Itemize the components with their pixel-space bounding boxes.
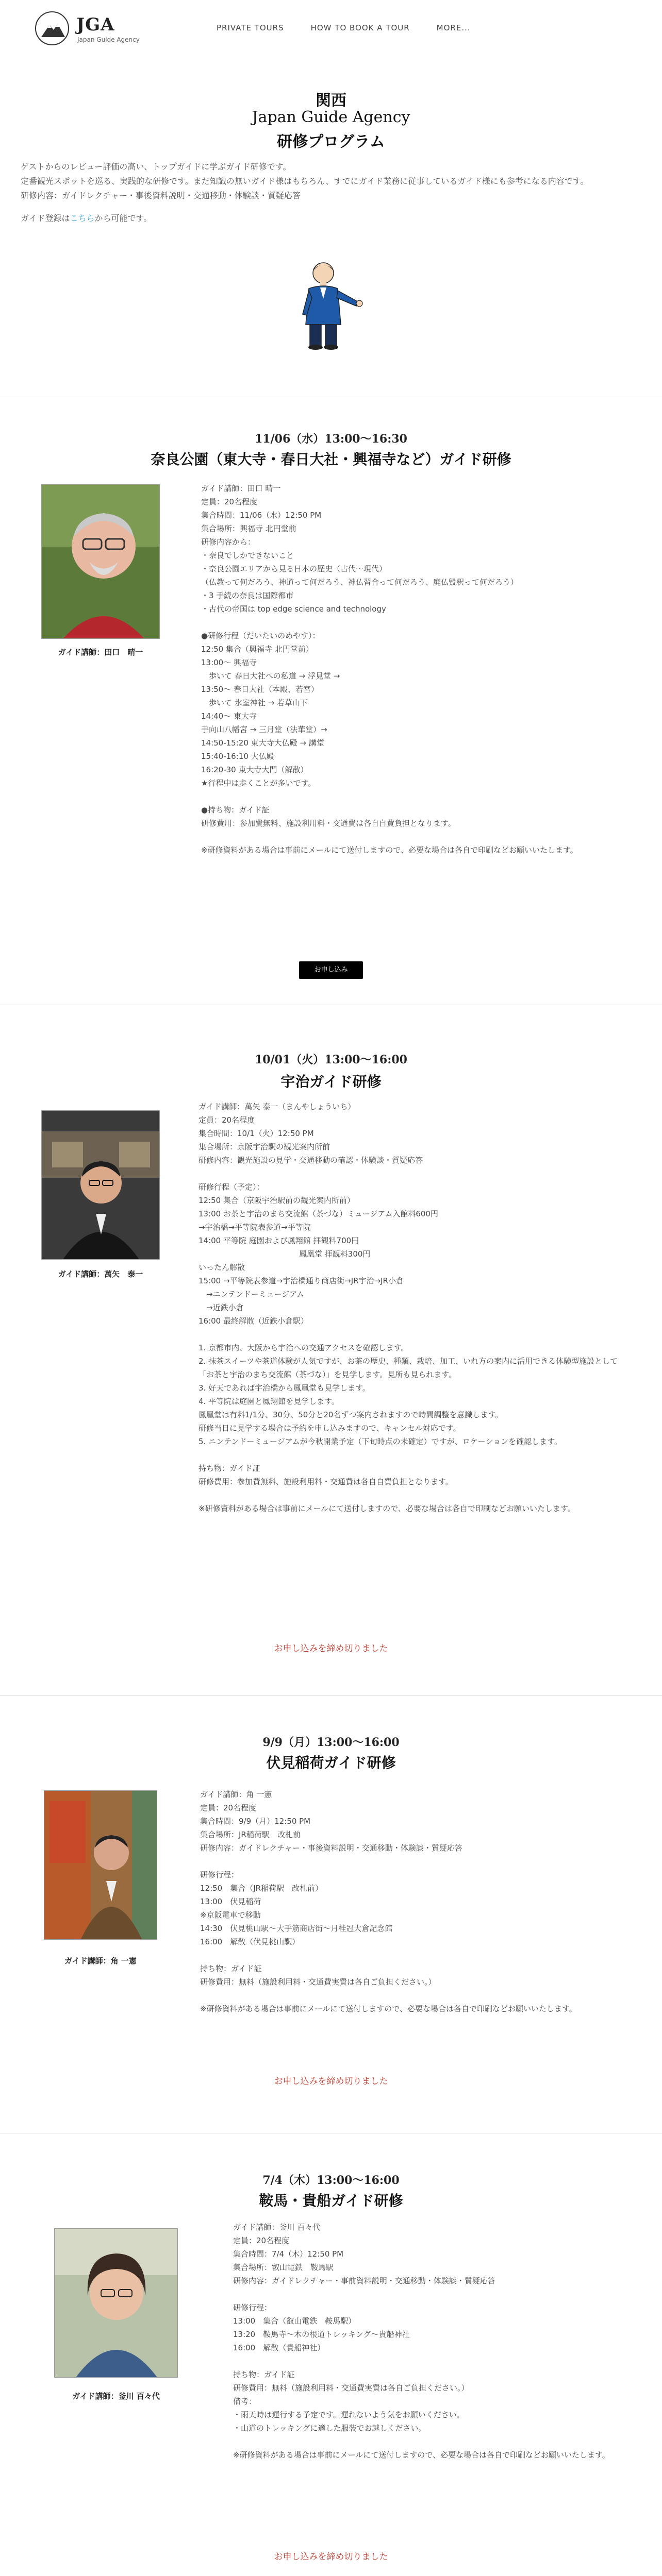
tour-1-guide-photo: [41, 484, 160, 639]
logo-text: JGA: [76, 14, 115, 35]
tour-4-guide-caption: ガイド講師：釜川 百々代: [72, 2392, 160, 2401]
tour-1-date: 11/06（水）13:00〜16:30: [255, 432, 407, 446]
logo-subtitle: Japan Guide Agency: [77, 36, 140, 43]
tour-2-closed-notice: お申し込みを締め切りました: [274, 1643, 388, 1654]
registration-link[interactable]: こちら: [70, 213, 95, 223]
nav-more[interactable]: MORE...: [436, 23, 471, 32]
tour-3-guide-caption: ガイド講師：角 一憲: [64, 1956, 137, 1965]
tour-3-guide-photo: [44, 1790, 157, 1940]
tour-1-apply-button[interactable]: お申し込み: [299, 961, 363, 979]
tour-1-guide-caption: ガイド講師：田口 晴一: [58, 648, 143, 657]
tour-1-title: 奈良公園（東大寺・春日大社・興福寺など）ガイド研修: [151, 451, 511, 468]
logo-mountain-icon: [35, 11, 69, 45]
nav-private-tours[interactable]: PRIVATE TOURS: [217, 23, 284, 32]
tour-4-title: 鞍馬・貴船ガイド研修: [259, 2192, 403, 2209]
nav-how-to-book[interactable]: HOW TO BOOK A TOUR: [310, 23, 410, 32]
tour-4-details: ガイド講師：釜川 百々代 定員：20名程度 集合時間：7/4（木）12:50 PM 集合場所：叡山電鉄 鞍馬駅 研修内容：ガイドレクチャー・事前資料説明・交通移動・体験談・質疑応答 研修行程： 13:00 集合（叡山電鉄 鞍馬駅） 13:20 鞍馬寺〜木の根道トレッキング〜貴船神社 16:00 解散（貴船神社） 持ち物：ガイド証 研修費用：無料（施設利用料・交通費実費は各自ご負担ください。） 備考： ・雨天時は遅行する予定です。遅れないよう気をお願いください。 ・山道のトレッキングに適した服装でお越しください。 ※研修資料がある場合は事前にメールにて送付しますので、必要な場合は各自で印刷などお願いいたします。: [233, 2223, 610, 2460]
hero-title-kansai: 関西: [316, 92, 346, 110]
tour-1-details: ガイド講師：田口 晴一 定員：20名程度 集合時間：11/06（水）12:50 PM 集合場所：興福寺 北円堂前 研修内容から： ・奈良でしかできないこと ・奈良公園エリアから見る日本の歴史（古代〜現代） （仏教って何だろう、神道って何だろう、神仏習合って何だろう、廃仏毀釈って何だろう） ・3 手続の奈良は国際都市 ・古代の帝国は top edge science and technology ●研修行程（だいたいのめやす）： 12:50 集合（興福寺 北円堂前） 13:00〜 興福寺 歩いて 春日大社への私道 → 浮見堂 → 13:50〜 春日大社（本殿、若宮） 歩いて 氷室神社 → 若草山下 14:40〜 東大寺 手向山八幡宮 → 三月堂（法華堂）→ 14:50-15:20 東大寺大仏殿 → 講堂 15:40-16:10 大仏殿 16:20-30 東大寺大門（解散） ★行程中は歩くことが多いです。 ●持ち物：ガイド証 研修費用：参加費無料、施設利用料・交通費は各自自費負担となります。 ※研修資料がある場合は事前にメールにて送付しますので、必要な場合は各自で印刷などお願いいたします。: [201, 484, 578, 855]
hero-title-program: 研修プログラム: [277, 133, 385, 151]
tour-2-date: 10/01（火）13:00〜16:00: [255, 1053, 407, 1066]
tour-3-date: 9/9（月）13:00〜16:00: [262, 1736, 400, 1749]
guide-illustration: [291, 258, 369, 350]
tour-3-closed-notice: お申し込みを締め切りました: [274, 2076, 388, 2087]
intro-line-3: 研修内容：ガイドレクチャー・事後資料説明・交通移動・体験談・質疑応答: [21, 191, 301, 200]
intro-line-1: ゲストからのレビュー評価の高い、トップガイドに学ぶガイド研修です。: [21, 162, 291, 172]
tour-3-title: 伏見稲荷ガイド研修: [266, 1754, 396, 1771]
tour-2-guide-photo: [41, 1110, 160, 1260]
hero-title-agency: Japan Guide Agency: [252, 108, 410, 126]
nav-links: [217, 23, 471, 32]
intro-text: [21, 160, 641, 226]
tour-4-date: 7/4（木）13:00〜16:00: [262, 2174, 400, 2187]
tour-2-guide-caption: ガイド講師：萬矢 泰一: [58, 1269, 143, 1279]
intro-line-4: ガイド登録はこちらから可能です。: [21, 213, 152, 223]
tour-2-title: 宇治ガイド研修: [280, 1073, 382, 1090]
section-divider: [0, 1695, 662, 1696]
tour-4-closed-notice: お申し込みを締め切りました: [274, 2552, 388, 2562]
tour-3-details: ガイド講師：角 一憲 定員：20名程度 集合時間：9/9（月）12:50 PM 集合場所：JR稲荷駅 改札前 研修内容：ガイドレクチャー・事後資料説明・交通移動・体験談・質疑応答 研修行程： 12:50 集合（JR稲荷駅 改札前） 13:00 伏見稲荷 ※京阪電車で移動 14:30 伏見桃山駅〜大手筋商店街〜月桂冠大倉記念館 16:00 解散（伏見桃山駅） 持ち物：ガイド証 研修費用：無料（施設利用料・交通費実費は各自ご負担ください。） ※研修資料がある場合は事前にメールにて送付しますので、必要な場合は各自で印刷などお願いいたします。: [200, 1790, 577, 2013]
logo[interactable]: [35, 11, 159, 47]
tour-2-details: ガイド講師：萬矢 泰一（まんやしょういち） 定員：20名程度 集合時間：10/1（火）12:50 PM 集合場所：京阪宇治駅の観光案内所前 研修内容：観光施設の見学・交通移動の確認・体験談・質疑応答 研修行程（予定）： 12:50 集合（京阪宇治駅前の観光案内所前） 13:00 お茶と宇治のまち交流館（茶づな）ミュージアム入館料600円 →宇治橋→平等院表参道→平等院 14:00 平等院 庭園および鳳翔館 拝観料700円 鳳凰堂 拝観料300円 いったん解散 15:00 →平等院表参道→宇治橋通り商店街→JR宇治→JR小倉 →ニンテンドーミュージアム →近鉄小倉 16:00 最終解散（近鉄小倉駅） 1. 京都市内、大阪から宇治への交通アクセスを確認します。 2. 抹茶スイーツや茶道体験が人気ですが、お茶の歴史、種類、栽培、加工、いれ方の案内に活用できる体験型施設として「お茶と宇治のまち交流館（茶づな）」を見学します。見所も見られます。 3. 好天であれば宇治橋から鳳凰堂も見学します。 4. 平等院は庭園と鳳翔館を見学します。 鳳凰堂は有料1/1分、30分、50分と20名ずつ案内されますので時間調整を意識します。 研修当日に見学する場合は予約を申し込みますので、キャンセル対応です。 5. ニンテンドーミュージアムが今秋開業予定（下旬時点の未確定）ですが、ロケーションを確認します。 持ち物：ガイド証 研修費用：参加費無料、施設利用料・交通費は各自自費負担となります。 ※研修資料がある場合は事前にメールにて送付しますので、必要な場合は各自で印刷などお願いいたします。: [198, 1102, 618, 1513]
top-nav: [0, 0, 662, 57]
intro-line-2: 定番観光スポットを巡る、実践的な研修です。まだ知識の無いガイド様はもちろん、すでにガイド業務に従事しているガイド様にも参考になる内容です。: [21, 176, 589, 186]
tour-4-guide-photo: [54, 2228, 178, 2378]
